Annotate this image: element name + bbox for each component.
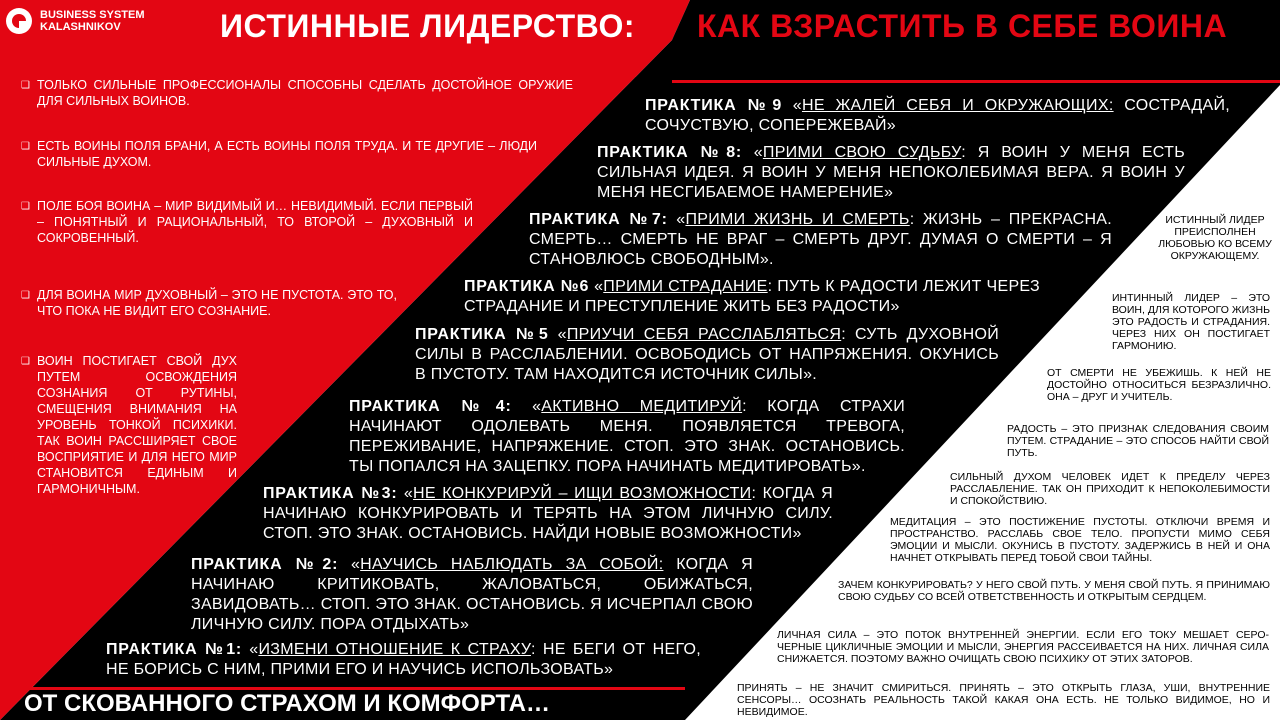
note-item: ПРИНЯТЬ – НЕ ЗНАЧИТ СМИРИТЬСЯ. ПРИНЯТЬ – ЭТО ОТКРЫТЬ ГЛАЗА, УШИ, ВНУТРЕННИЕ СЕНСОРЫ… ОСОЗНАТЬ РЕАЛЬНОСТЬ ТАКОЙ КАКАЯ ОНА ЕСТЬ. НЕ ТОЛЬКО ВИДИМОЕ, НО И НЕВИДИМОЕ. xyxy=(737,682,1270,718)
subtitle-underline xyxy=(672,80,1280,83)
practice-2: ПРАКТИКА №2: «НАУЧИСЬ НАБЛЮДАТЬ ЗА СОБОЙ: КОГДА Я НАЧИНАЮ КРИТИКОВАТЬ, ЖАЛОВАТЬСЯ, ОБИЖАТЬСЯ, ЗАВИДОВАТЬ… СТОП. ЭТО ЗНАК. ОСТАНОВИСЬ. Я ИСЧЕРПАЛ СВОЮ ЛИЧНУЮ СИЛУ. ПОРА ОТДЫХАТЬ» xyxy=(191,556,753,633)
practice-8: ПРАКТИКА №8: «ПРИМИ СВОЮ СУДЬБУ: Я ВОИН У МЕНЯ ЕСТЬ СИЛЬНАЯ ИДЕЯ. Я ВОИН У МЕНЯ НЕПОКОЛЕБИМАЯ ВЕРА. Я ВОИН У МЕНЯ НЕСГИБАЕМОЕ НАМЕРЕНИЕ» xyxy=(597,144,1186,201)
note-item: РАДОСТЬ – ЭТО ПРИЗНАК СЛЕДОВАНИЯ СВОИМ ПУТЕМ. СТРАДАНИЕ – ЭТО СПОСОБ НАЙТИ СВОЙ ПУТЬ. xyxy=(1007,423,1269,459)
bottom-title: ОТ СКОВАННОГО СТРАХОМ И КОМФОРТА… xyxy=(24,690,550,717)
bullet-item: ❑ ТОЛЬКО СИЛЬНЫЕ ПРОФЕССИОНАЛЫ СПОСОБНЫ СДЕЛАТЬ ДОСТОЙНОЕ ОРУЖИЕ ДЛЯ СИЛЬНЫХ ВОИНОВ. xyxy=(37,77,573,109)
note-item: СИЛЬНЫЙ ДУХОМ ЧЕЛОВЕК ИДЕТ К ПРЕДЕЛУ ЧЕРЕЗ РАССЛАБЛЕНИЕ. ТАК ОН ПРИХОДИТ К НЕПОКОЛЕБИМОСТИ И СПОКОЙСТВИЮ. xyxy=(950,471,1270,507)
note-item: ЛИЧНАЯ СИЛА – ЭТО ПОТОК ВНУТРЕННЕЙ ЭНЕРГИИ. ЕСЛИ ЕГО ТОКУ МЕШАЕТ СЕРО-ЧЕРНЫЕ ЦИКЛИЧНЫЕ ЭМОЦИИ И МЫСЛИ, ЭНЕРГИЯ РАССЕИВАЕТСЯ НА НИХ. ЛИЧНАЯ СИЛА СНИЖАЕТСЯ. ПОЭТОМУ ВАЖНО ОЧИЩАТЬ СВОЮ ПСИХИКУ ОТ ЭТИХ ЗАТОРОВ. xyxy=(777,629,1269,665)
practice-5: ПРАКТИКА №5 «ПРИУЧИ СЕБЯ РАССЛАБЛЯТЬСЯ: СУТЬ ДУХОВНОЙ СИЛЫ В РАССЛАБЛЕНИИ. ОСВОБОДИСЬ ОТ НАПРЯЖЕНИЯ. ОКУНИСЬ В ПУСТОТУ. ТАМ НАХОДИТСЯ ИСТОЧНИК СИЛЫ». xyxy=(415,326,1000,383)
practice-1: ПРАКТИКА №1: «ИЗМЕНИ ОТНОШЕНИЕ К СТРАХУ: НЕ БЕГИ ОТ НЕГО, НЕ БОРИСЬ С НИМ, ПРИМИ ЕГО И НАУЧИСЬ ИСПОЛЬЗОВАТЬ» xyxy=(106,641,701,678)
logo-line-1: BUSINESS SYSTEM xyxy=(40,9,145,21)
bullet-item: ❑ ПОЛЕ БОЯ ВОИНА – МИР ВИДИМЫЙ И… НЕВИДИМЫЙ. ЕСЛИ ПЕРВЫЙ – ПОНЯТНЫЙ И РАЦИОНАЛЬНЫЙ, ТО ВТОРОЙ – ДУХОВНЫЙ И СОКРОВЕННЫЙ. xyxy=(37,198,473,246)
title-left: ИСТИННЫЕ ЛИДЕРСТВО: xyxy=(220,8,635,44)
logo xyxy=(6,8,145,34)
bullet-item: ❑ ВОИН ПОСТИГАЕТ СВОЙ ДУХ ПУТЕМ ОСВОЖДЕНИЯ СОЗНАНИЯ ОТ РУТИНЫ, СМЕЩЕНИЯ ВНИМАНИЯ НА УРОВЕНЬ ТОНКОЙ ПСИХИКИ. ТАК ВОИН РАССШИРЯЕТ СВОЕ ВОСПРИЯТИЕ И ДЛЯ НЕГО МИР СТАНОВИТСЯ ЕДИНЫМ И ГАРМОНИЧНЫМ. xyxy=(37,353,237,497)
subtitle: …К СВОБОДНОМУ ПОЛЕТУ И ЛЮБВИ xyxy=(692,48,1161,76)
bullet-item: ❑ ДЛЯ ВОИНА МИР ДУХОВНЫЙ – ЭТО НЕ ПУСТОТА. ЭТО ТО, ЧТО ПОКА НЕ ВИДИТ ЕГО СОЗНАНИЕ. xyxy=(37,287,397,319)
practice-9: ПРАКТИКА №9 «НЕ ЖАЛЕЙ СЕБЯ И ОКРУЖАЮЩИХ: СОСТРАДАЙ, СОЧУСТВУЮ, СОПЕРЕЖЕВАЙ» xyxy=(645,97,1230,134)
note-item: ОТ СМЕРТИ НЕ УБЕЖИШЬ. К НЕЙ НЕ ДОСТОЙНО ОТНОСИТЬСЯ БЕЗРАЗЛИЧНО. ОНА – ДРУГ И УЧИТЕЛЬ. xyxy=(1047,367,1271,403)
note-item: ИНТИННЫЙ ЛИДЕР – ЭТО ВОИН, ДЛЯ КОТОРОГО ЖИЗНЬ ЭТО РАДОСТЬ И СТРАДАНИЯ. ЧЕРЕЗ НИХ ОН ПОСТИГАЕТ ГАРМОНИЮ. xyxy=(1112,292,1270,352)
practice-4: ПРАКТИКА №4: «АКТИВНО МЕДИТИРУЙ: КОГДА СТРАХИ НАЧИНАЮТ ОДОЛЕВАТЬ МЕНЯ. ПОЯВЛЯЕТСЯ ТРЕВОГА, ПЕРЕЖИВАНИЕ, НАПРЯЖЕНИЕ. СТОП. ЭТО ЗНАК. ОСТАНОВИСЬ. ТЫ ПОПАЛСЯ НА ЗАЦЕПКУ. ПОРА НАЧИНАТЬ МЕДИТИРОВАТЬ». xyxy=(349,398,905,475)
note-item: ЗАЧЕМ КОНКУРИРОВАТЬ? У НЕГО СВОЙ ПУТЬ. У МЕНЯ СВОЙ ПУТЬ. Я ПРИНИМАЮ СВОЮ СУДЬБУ СО ВСЕЙ ОТВЕТСТВЕННОСТЬ И ОТКРЫТЫМ СЕРДЦЕМ. xyxy=(838,579,1270,603)
logo-icon xyxy=(6,8,32,34)
bullet-item: ❑ ЕСТЬ ВОИНЫ ПОЛЯ БРАНИ, А ЕСТЬ ВОИНЫ ПОЛЯ ТРУДА. И ТЕ ДРУГИЕ – ЛЮДИ СИЛЬНЫЕ ДУХОМ. xyxy=(37,138,537,170)
title-right: КАК ВЗРАСТИТЬ В СЕБЕ ВОИНА xyxy=(697,8,1228,44)
practice-3: ПРАКТИКА №3: «НЕ КОНКУРИРУЙ – ИЩИ ВОЗМОЖНОСТИ: КОГДА Я НАЧИНАЮ КОНКУРИРОВАТЬ И ТЕРЯТЬ НА ЭТОМ ЛИЧНУЮ СИЛУ. СТОП. ЭТО ЗНАК. ОСТАНОВИСЬ. НАЙДИ НОВЫЕ ВОЗМОЖНОСТИ» xyxy=(263,485,834,542)
note-item: ИСТИННЫЙ ЛИДЕР ПРЕИСПОЛНЕН ЛЮБОВЬЮ КО ВСЕМУ ОКРУЖАЮЩЕМУ. xyxy=(1158,214,1272,262)
practice-6: ПРАКТИКА №6 «ПРИМИ СТРАДАНИЕ: ПУТЬ К РАДОСТИ ЛЕЖИТ ЧЕРЕЗ СТРАДАНИЕ И ПРЕСТУПЛЕНИЕ ЖИТЬ БЕЗ РАДОСТИ» xyxy=(464,278,1041,315)
note-item: МЕДИТАЦИЯ – ЭТО ПОСТИЖЕНИЕ ПУСТОТЫ. ОТКЛЮЧИ ВРЕМЯ И ПРОСТРАНСТВО. РАССЛАБЬ СВОЕ ТЕЛО. ПРОПУСТИ МИМО СЕБЯ ЭМОЦИИ И МЫСЛИ. ОКУНИСЬ В ПУСТОТУ. ЗАДЕРЖИСЬ В НЕЙ И ОНА НАЧНЕТ ОТКРЫВАТЬ ПЕРЕД ТОБОЙ СВОИ ТАЙНЫ. xyxy=(890,516,1270,564)
logo-line-2: KALASHNIKOV xyxy=(40,21,121,33)
practice-7: ПРАКТИКА №7: «ПРИМИ ЖИЗНЬ И СМЕРТЬ: ЖИЗНЬ – ПРЕКРАСНА. СМЕРТЬ… СМЕРТЬ НЕ ВРАГ – СМЕРТЬ ДРУГ. ДУМАЯ О СМЕРТИ – Я СТАНОВЛЮСЬ СВОБОДНЫМ». xyxy=(529,211,1113,268)
